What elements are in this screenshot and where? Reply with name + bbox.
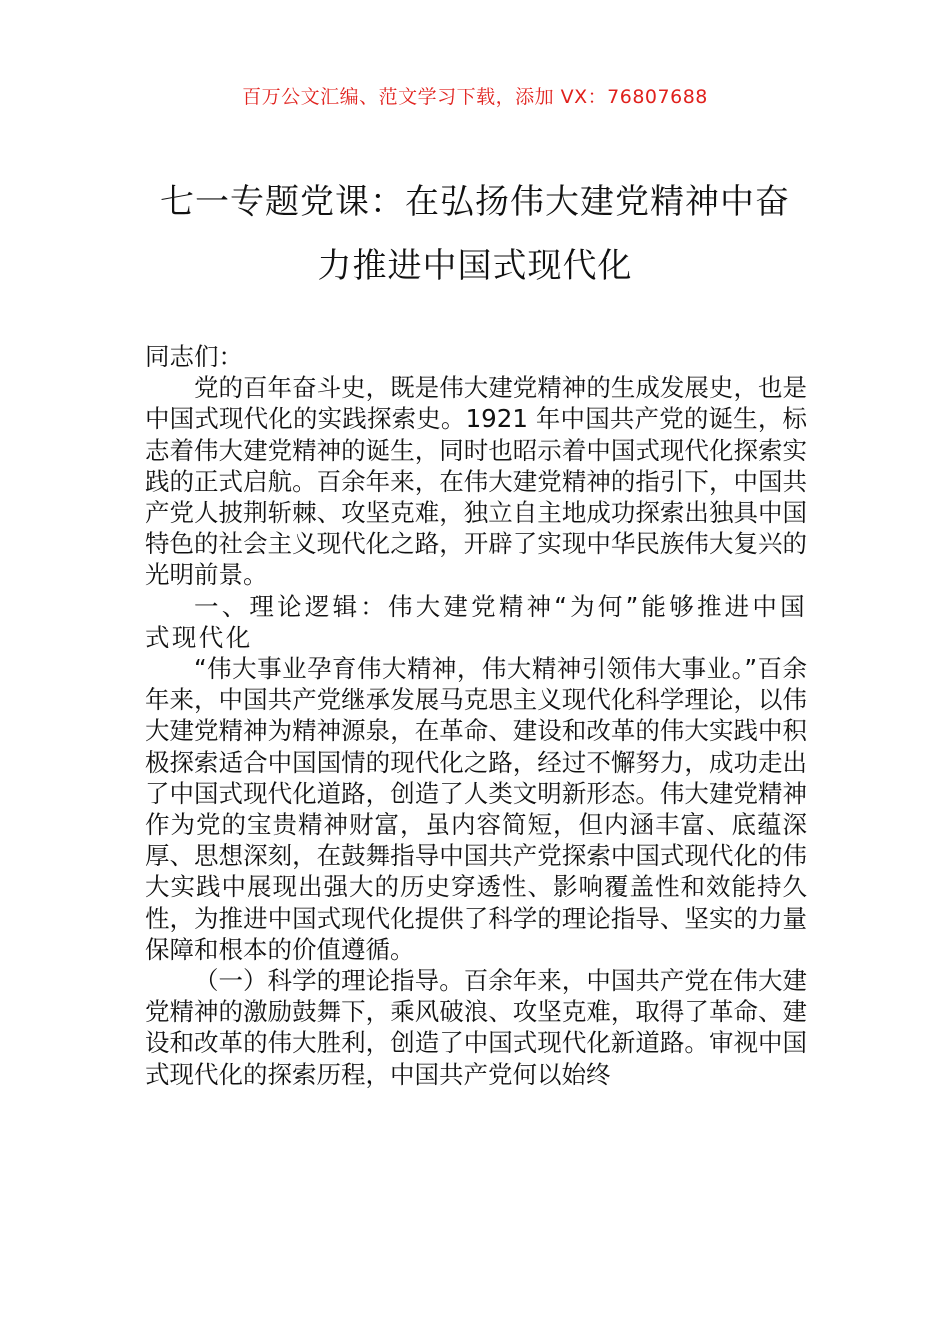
- download-notice: 百万公文汇编、范文学习下载，添加 VX：76807688: [242, 86, 708, 108]
- document-title: [150, 170, 800, 298]
- paragraph-intro: 党的百年奋斗史，既是伟大建党精神的生成发展史，也是中国式现代化的实践探索史。1921 年中国共产党的诞生，标志着伟大建党精神的诞生，同时也昭示着中国式现代化探索实践的正式启航。百余年来，在伟大建党精神的指引下，中国共产党人披荆斩棘、攻坚克难，独立自主地成功探索出独具中国特色的社会主义现代化之路，开辟了实现中华民族伟大复兴的光明前景。: [145, 373, 807, 590]
- section-heading-1: 一、理论逻辑：伟大建党精神“为何”能够推进中国式现代化: [145, 591, 807, 652]
- salutation: 同志们：: [145, 342, 243, 371]
- paragraph-subsection-1: （一）科学的理论指导。百余年来，中国共产党在伟大建党精神的激励鼓舞下，乘风破浪、攻坚克难，取得了革命、建设和改革的伟大胜利，创造了中国式现代化新道路。审视中国式现代化的探索历程，中国共产党何以始终: [145, 966, 807, 1089]
- document-body: [145, 341, 807, 1090]
- paragraph-theory: “伟大事业孕育伟大精神，伟大精神引领伟大事业。”百余年来，中国共产党继承发展马克思主义现代化科学理论，以伟大建党精神为精神源泉，在革命、建设和改革的伟大实践中积极探索适合中国国情的现代化之路，经过不懈努力，成功走出了中国式现代化道路，创造了人类文明新形态。伟大建党精神作为党的宝贵精神财富，虽内容简短，但内涵丰富、底蕴深厚、思想深刻，在鼓舞指导中国共产党探索中国式现代化的伟大实践中展现出强大的历史穿透性、影响覆盖性和效能持久性，为推进中国式现代化提供了科学的理论指导、坚实的力量保障和根本的价值遵循。: [145, 654, 807, 964]
- title-line-2: 力推进中国式现代化: [317, 246, 633, 286]
- title-line-1: 七一专题党课：在弘扬伟大建党精神中奋: [160, 182, 790, 222]
